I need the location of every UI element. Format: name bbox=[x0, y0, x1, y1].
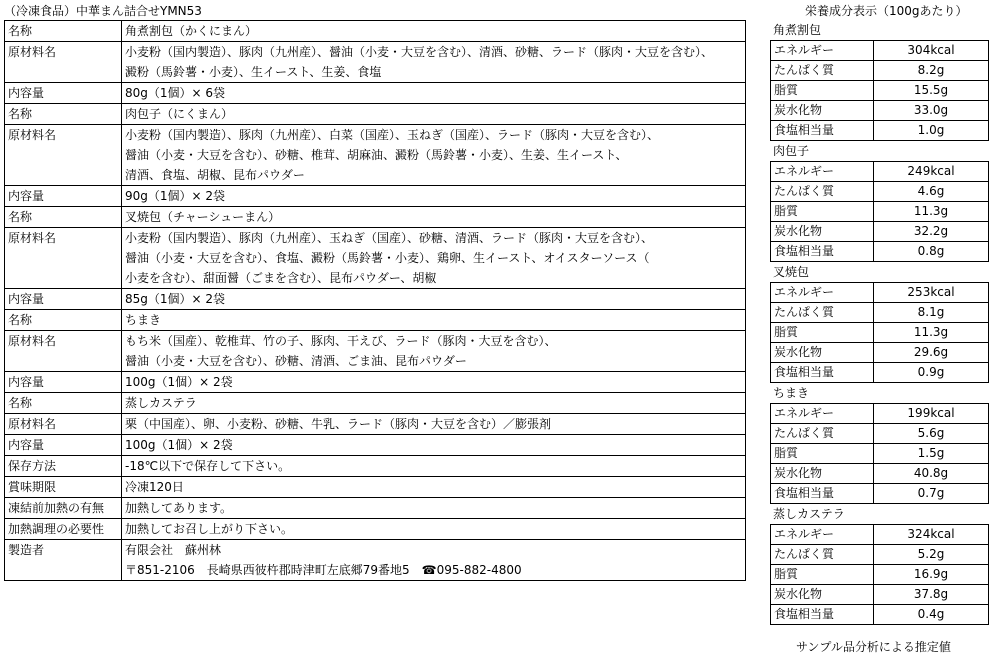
nutrient-value: 253kcal bbox=[874, 283, 989, 303]
field-value: 〒851-2106 長崎県西彼杵郡時津町左底郷79番地5 ☎095-882-4800 bbox=[122, 560, 746, 581]
nutrient-label: 炭水化物 bbox=[771, 101, 874, 121]
nutrient-label: 炭水化物 bbox=[771, 343, 874, 363]
nutrition-product-name: 叉焼包 bbox=[773, 265, 810, 279]
product-name-row bbox=[5, 21, 746, 42]
nutrient-label: 炭水化物 bbox=[771, 585, 874, 605]
nutrition-row bbox=[771, 525, 989, 545]
nutrient-label: 食塩相当量 bbox=[771, 605, 874, 625]
field-label: 原材料名 bbox=[5, 414, 122, 435]
field-label: 内容量 bbox=[5, 289, 122, 310]
nutrient-label: 食塩相当量 bbox=[771, 242, 874, 262]
nutrient-value: 40.8g bbox=[874, 464, 989, 484]
field-value: 90g（1個）× 2袋 bbox=[122, 186, 746, 207]
nutrition-table bbox=[770, 40, 989, 141]
field-label: 内容量 bbox=[5, 435, 122, 456]
nutrient-value: 199kcal bbox=[874, 404, 989, 424]
field-value: 肉包子（にくまん） bbox=[122, 104, 746, 125]
nutrition-row bbox=[771, 222, 989, 242]
field-label: 名称 bbox=[5, 393, 122, 414]
field-label: 名称 bbox=[5, 310, 122, 331]
field-value: 小麦粉（国内製造）、豚肉（九州産）、玉ねぎ（国産）、砂糖、清酒、ラード（豚肉・大豆を含む）、 bbox=[122, 228, 746, 249]
nutrition-row bbox=[771, 121, 989, 141]
nutrient-value: 0.4g bbox=[874, 605, 989, 625]
nutrition-table bbox=[770, 524, 989, 625]
nutrient-value: 8.1g bbox=[874, 303, 989, 323]
nutrient-value: 1.5g bbox=[874, 444, 989, 464]
nutrient-value: 5.6g bbox=[874, 424, 989, 444]
expiry-row bbox=[5, 477, 746, 498]
nutrition-row bbox=[771, 182, 989, 202]
nutrient-value: 11.3g bbox=[874, 202, 989, 222]
page-title: （冷凍食品）中華まん詰合せYMN53 bbox=[4, 4, 202, 18]
nutrient-label: たんぱく質 bbox=[771, 303, 874, 323]
nutrient-value: 0.7g bbox=[874, 484, 989, 504]
nutrition-product-name: 角煮割包 bbox=[773, 23, 822, 37]
field-value: 蒸しカステラ bbox=[122, 393, 746, 414]
nutrition-row bbox=[771, 464, 989, 484]
nutrition-row bbox=[771, 323, 989, 343]
nutrient-value: 304kcal bbox=[874, 41, 989, 61]
nutrient-value: 32.2g bbox=[874, 222, 989, 242]
product-name-row bbox=[5, 207, 746, 228]
nutrient-label: 脂質 bbox=[771, 565, 874, 585]
nutrition-footnote: サンプル品分析による推定値 bbox=[796, 640, 951, 654]
field-value: 加熱してお召し上がり下さい。 bbox=[122, 519, 746, 540]
nutrition-row bbox=[771, 101, 989, 121]
nutrient-value: 16.9g bbox=[874, 565, 989, 585]
nutrition-row bbox=[771, 283, 989, 303]
nutrient-label: エネルギー bbox=[771, 283, 874, 303]
field-value: 角煮割包（かくにまん） bbox=[122, 21, 746, 42]
field-label: 名称 bbox=[5, 207, 122, 228]
nutrition-row bbox=[771, 343, 989, 363]
product-name-row bbox=[5, 393, 746, 414]
ingredients-row bbox=[5, 414, 746, 435]
nutrient-label: たんぱく質 bbox=[771, 61, 874, 81]
field-value: 小麦を含む）、甜面醤（ごまを含む）、昆布パウダー、胡椒 bbox=[122, 268, 746, 289]
nutrition-row bbox=[771, 484, 989, 504]
product-info-table bbox=[4, 20, 746, 581]
field-label: 保存方法 bbox=[5, 456, 122, 477]
field-label: 賞味期限 bbox=[5, 477, 122, 498]
nutrient-value: 33.0g bbox=[874, 101, 989, 121]
nutrient-label: 脂質 bbox=[771, 202, 874, 222]
field-label: 原材料名 bbox=[5, 228, 122, 289]
nutrition-title: 栄養成分表示（100gあたり） bbox=[805, 4, 968, 18]
nutrient-label: エネルギー bbox=[771, 41, 874, 61]
nutrient-value: 1.0g bbox=[874, 121, 989, 141]
cooking-row bbox=[5, 519, 746, 540]
nutrition-row bbox=[771, 81, 989, 101]
nutrient-value: 11.3g bbox=[874, 323, 989, 343]
nutrition-row bbox=[771, 605, 989, 625]
nutrient-label: 食塩相当量 bbox=[771, 121, 874, 141]
nutrient-value: 5.2g bbox=[874, 545, 989, 565]
nutrition-row bbox=[771, 404, 989, 424]
field-value: 澱粉（馬鈴薯・小麦）、生イースト、生姜、食塩 bbox=[122, 62, 746, 83]
ingredients-row bbox=[5, 228, 746, 249]
field-value: 清酒、食塩、胡椒、昆布パウダー bbox=[122, 165, 746, 186]
ingredients-row bbox=[5, 125, 746, 146]
nutrition-table bbox=[770, 161, 989, 262]
content-row bbox=[5, 372, 746, 393]
field-value: 100g（1個）× 2袋 bbox=[122, 435, 746, 456]
nutrient-label: 炭水化物 bbox=[771, 464, 874, 484]
field-value: 冷凍120日 bbox=[122, 477, 746, 498]
content-row bbox=[5, 186, 746, 207]
nutrient-label: たんぱく質 bbox=[771, 545, 874, 565]
field-value: 100g（1個）× 2袋 bbox=[122, 372, 746, 393]
nutrition-row bbox=[771, 242, 989, 262]
ingredients-row bbox=[5, 331, 746, 352]
field-label: 原材料名 bbox=[5, 125, 122, 186]
nutrient-label: 食塩相当量 bbox=[771, 363, 874, 383]
nutrient-value: 15.5g bbox=[874, 81, 989, 101]
nutrition-row bbox=[771, 565, 989, 585]
field-label: 原材料名 bbox=[5, 42, 122, 83]
nutrition-product-name: ちまき bbox=[773, 386, 810, 400]
field-label: 凍結前加熱の有無 bbox=[5, 498, 122, 519]
nutrition-table bbox=[770, 282, 989, 383]
nutrient-label: 炭水化物 bbox=[771, 222, 874, 242]
field-label: 内容量 bbox=[5, 186, 122, 207]
nutrient-value: 8.2g bbox=[874, 61, 989, 81]
nutrient-label: エネルギー bbox=[771, 162, 874, 182]
field-label: 原材料名 bbox=[5, 331, 122, 372]
field-label: 名称 bbox=[5, 104, 122, 125]
nutrient-label: エネルギー bbox=[771, 525, 874, 545]
nutrition-row bbox=[771, 202, 989, 222]
field-value: -18℃以下で保存して下さい。 bbox=[122, 456, 746, 477]
maker-row bbox=[5, 540, 746, 561]
nutrition-row bbox=[771, 545, 989, 565]
field-label: 名称 bbox=[5, 21, 122, 42]
nutrient-label: たんぱく質 bbox=[771, 182, 874, 202]
content-row bbox=[5, 83, 746, 104]
field-label: 加熱調理の必要性 bbox=[5, 519, 122, 540]
nutrient-value: 4.6g bbox=[874, 182, 989, 202]
field-label: 製造者 bbox=[5, 540, 122, 581]
nutrition-row bbox=[771, 424, 989, 444]
nutrition-product-name: 蒸しカステラ bbox=[773, 507, 845, 521]
nutrition-row bbox=[771, 585, 989, 605]
nutrient-label: たんぱく質 bbox=[771, 424, 874, 444]
field-value: 小麦粉（国内製造）、豚肉（九州産）、白菜（国産）、玉ねぎ（国産）、ラード（豚肉・大豆を含む）、 bbox=[122, 125, 746, 146]
field-value: 叉焼包（チャーシューまん） bbox=[122, 207, 746, 228]
field-value: もち米（国産）、乾椎茸、竹の子、豚肉、干えび、ラード（豚肉・大豆を含む）、 bbox=[122, 331, 746, 352]
nutrient-label: 脂質 bbox=[771, 81, 874, 101]
nutrient-label: 脂質 bbox=[771, 444, 874, 464]
nutrition-row bbox=[771, 363, 989, 383]
ingredients-row bbox=[5, 42, 746, 63]
field-value: 栗（中国産）、卵、小麦粉、砂糖、牛乳、ラード（豚肉・大豆を含む）／膨張剤 bbox=[122, 414, 746, 435]
nutrient-value: 249kcal bbox=[874, 162, 989, 182]
field-value: 醤油（小麦・大豆を含む）、食塩、澱粉（馬鈴薯・小麦）、鶏卵、生イースト、オイスターソース（ bbox=[122, 248, 746, 268]
nutrition-row bbox=[771, 61, 989, 81]
nutrient-label: 食塩相当量 bbox=[771, 484, 874, 504]
field-value: 醤油（小麦・大豆を含む）、砂糖、椎茸、胡麻油、澱粉（馬鈴薯・小麦）、生姜、生イースト、 bbox=[122, 145, 746, 165]
nutrition-row bbox=[771, 444, 989, 464]
content-row bbox=[5, 289, 746, 310]
field-label: 内容量 bbox=[5, 372, 122, 393]
field-value: ちまき bbox=[122, 310, 746, 331]
nutrient-value: 0.8g bbox=[874, 242, 989, 262]
preheat-row bbox=[5, 498, 746, 519]
nutrient-value: 29.6g bbox=[874, 343, 989, 363]
storage-row bbox=[5, 456, 746, 477]
field-label: 内容量 bbox=[5, 83, 122, 104]
nutrition-product-name: 肉包子 bbox=[773, 144, 810, 158]
content-row bbox=[5, 435, 746, 456]
nutrition-row bbox=[771, 162, 989, 182]
nutrition-table bbox=[770, 403, 989, 504]
nutrition-panel bbox=[770, 20, 989, 625]
nutrient-value: 0.9g bbox=[874, 363, 989, 383]
nutrient-value: 324kcal bbox=[874, 525, 989, 545]
field-value: 有限会社 蘇州林 bbox=[122, 540, 746, 561]
nutrient-label: 脂質 bbox=[771, 323, 874, 343]
field-value: 85g（1個）× 2袋 bbox=[122, 289, 746, 310]
nutrient-label: エネルギー bbox=[771, 404, 874, 424]
nutrition-row bbox=[771, 303, 989, 323]
nutrition-row bbox=[771, 41, 989, 61]
product-name-row bbox=[5, 310, 746, 331]
field-value: 加熱してあります。 bbox=[122, 498, 746, 519]
field-value: 80g（1個）× 6袋 bbox=[122, 83, 746, 104]
field-value: 醤油（小麦・大豆を含む）、砂糖、清酒、ごま油、昆布パウダー bbox=[122, 351, 746, 372]
nutrient-value: 37.8g bbox=[874, 585, 989, 605]
product-name-row bbox=[5, 104, 746, 125]
field-value: 小麦粉（国内製造）、豚肉（九州産）、醤油（小麦・大豆を含む）、清酒、砂糖、ラード（豚肉・大豆を含む）、 bbox=[122, 42, 746, 63]
